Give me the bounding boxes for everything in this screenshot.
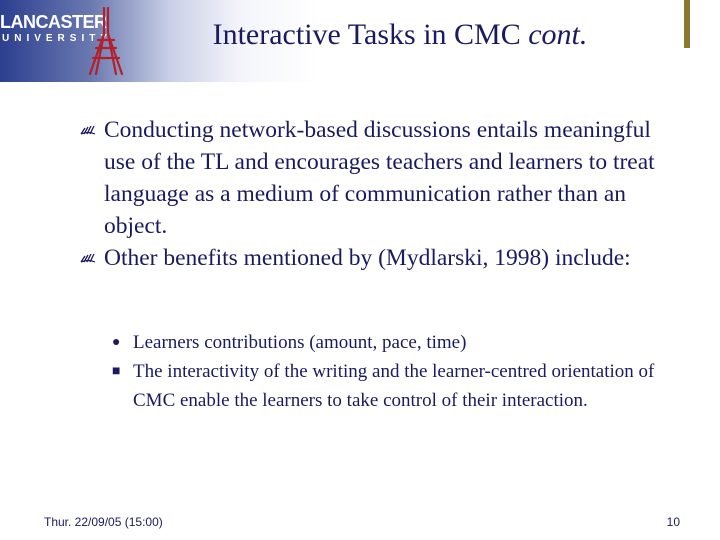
- bullet-text: Other benefits mentioned by (Mydlarski, 1998) include:: [104, 245, 631, 271]
- title-main: Interactive Tasks in CMC: [212, 18, 529, 51]
- title-italic: cont.: [528, 18, 588, 51]
- sub-bullet-item: [112, 357, 672, 415]
- footer-date: Thur. 22/09/05 (15:00): [44, 515, 163, 529]
- logo-wordmark: LANCASTER: [0, 12, 107, 32]
- sub-bullet-text: Learners contributions (amount, pace, time): [133, 332, 467, 353]
- bullet-item: [80, 242, 680, 274]
- scroll-bullet-icon: [80, 122, 96, 136]
- slide-title: [150, 18, 650, 52]
- bullet-text: Conducting network-based discussions entails meaningful use of the TL and encourages teachers and learners to treat language as a medium of communication rather than an object.: [104, 117, 655, 239]
- sub-bullet-text: The interactivity of the writing and the learner-centred orientation of CMC enable the learners to take control of their interaction.: [133, 361, 655, 411]
- sub-bullet-list: [112, 328, 672, 415]
- university-logo: [0, 0, 120, 80]
- bullet-item: [80, 114, 680, 242]
- bullet-list: [80, 114, 680, 274]
- logo-subtext: UNIVERSITY: [2, 33, 113, 44]
- emblem-icon: [84, 4, 128, 78]
- circle-bullet-icon: ●: [112, 335, 121, 350]
- accent-bar: [684, 0, 690, 48]
- scroll-bullet-icon: [80, 250, 96, 264]
- page-number: 10: [666, 515, 680, 529]
- square-bullet-icon: ■: [112, 364, 121, 379]
- sub-bullet-item: [112, 328, 672, 357]
